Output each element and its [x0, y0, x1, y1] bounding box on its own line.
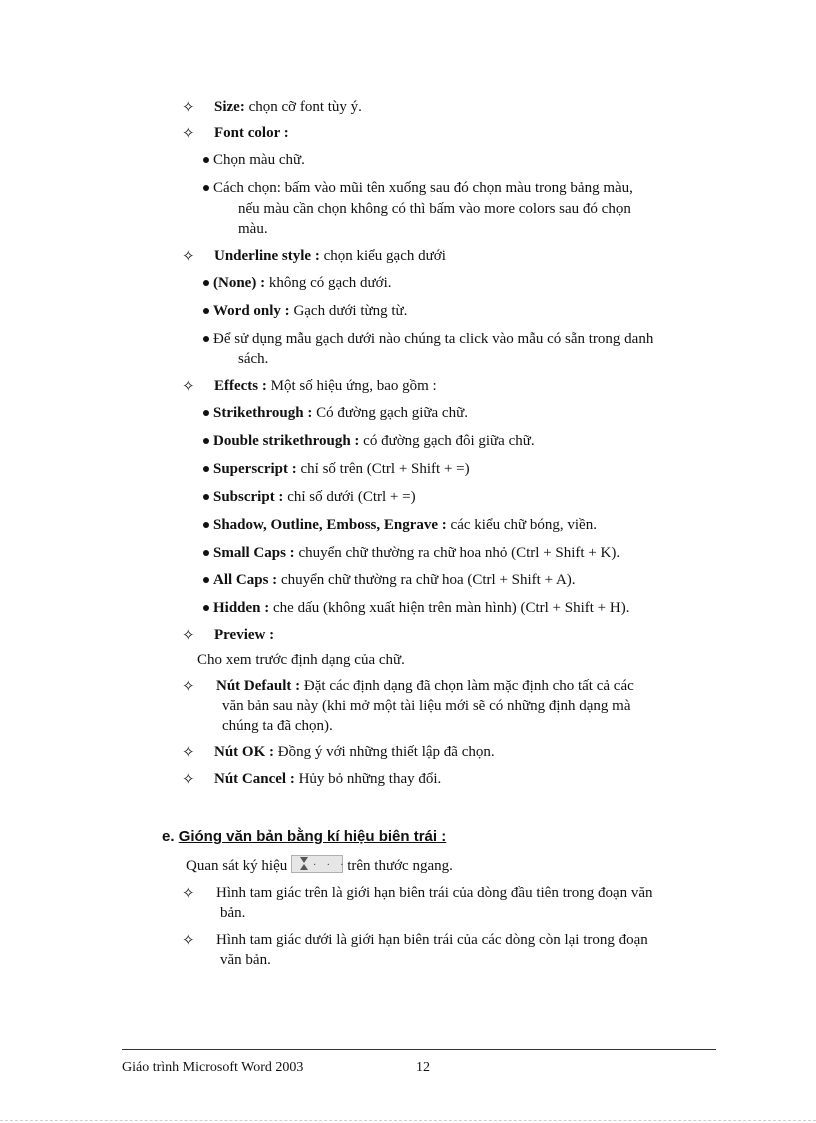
- item-continuation: bản.: [220, 905, 246, 921]
- list-item: [214, 769, 441, 789]
- item-label: Nút OK :: [214, 744, 274, 760]
- bullet-dot-icon: [203, 605, 209, 611]
- plain-paragraph: Cho xem trước định dạng của chữ.: [197, 652, 405, 668]
- bullet-dot-icon: [203, 308, 209, 314]
- item-text: Cách chọn: bấm vào mũi tên xuống sau đó chọn màu trong bảng màu,: [213, 180, 633, 196]
- diamond-bullet-icon: ✧: [182, 743, 195, 761]
- item-label: Preview :: [214, 627, 275, 643]
- list-item: [213, 273, 392, 293]
- item-text: Đồng ý với những thiết lập đã chọn.: [274, 744, 495, 760]
- bullet-dot-icon: [203, 157, 209, 163]
- list-item: [214, 97, 362, 117]
- page-bottom-divider: [0, 1120, 816, 1121]
- bullet-dot-icon: [203, 466, 209, 472]
- list-item: [213, 301, 407, 321]
- item-text: các kiểu chữ bóng, viền.: [446, 517, 597, 533]
- item-label: Subscript :: [213, 489, 284, 505]
- diamond-bullet-icon: ✧: [182, 884, 195, 902]
- item-continuation: chúng ta đã chọn).: [222, 718, 333, 734]
- diamond-bullet-icon: ✧: [182, 626, 195, 644]
- list-item: [213, 598, 629, 618]
- diamond-bullet-icon: ✧: [182, 98, 195, 116]
- list-item: [214, 625, 274, 645]
- item-label: Effects :: [214, 378, 267, 394]
- bullet-dot-icon: [203, 438, 209, 444]
- item-label: Double strikethrough :: [213, 433, 360, 449]
- item-text: Đặt các định dạng đã chọn làm mặc định cho tất cả các: [300, 678, 634, 694]
- item-continuation: sách.: [238, 351, 269, 367]
- item-label: Small Caps :: [213, 545, 295, 561]
- list-item: [214, 742, 495, 762]
- item-label: Nút Cancel :: [214, 771, 295, 787]
- item-text: Hủy bỏ những thay đổi.: [294, 771, 442, 787]
- bullet-dot-icon: [203, 522, 209, 528]
- list-item: [213, 459, 470, 479]
- diamond-bullet-icon: ✧: [182, 931, 195, 949]
- list-item: [213, 487, 416, 507]
- list-item: [213, 431, 535, 451]
- list-item: [213, 150, 305, 170]
- item-text: chuyển chữ thường ra chữ hoa (Ctrl + Shift + A).: [277, 572, 576, 588]
- bullet-dot-icon: [203, 494, 209, 500]
- list-item: [214, 376, 437, 396]
- item-label: Nút Default :: [216, 678, 301, 694]
- item-label: Underline style :: [214, 248, 320, 264]
- ruler-indent-icon: · · ·: [291, 855, 343, 873]
- list-item: [214, 246, 446, 266]
- item-label: Strikethrough :: [213, 405, 313, 421]
- item-label: Word only :: [213, 303, 290, 319]
- diamond-bullet-icon: ✧: [182, 377, 195, 395]
- item-label: Superscript :: [213, 461, 297, 477]
- item-text: chuyển chữ thường ra chữ hoa nhỏ (Ctrl + Shift + K).: [294, 545, 621, 561]
- item-continuation: văn bản.: [220, 952, 271, 968]
- item-label: Hidden :: [213, 600, 270, 616]
- bullet-dot-icon: [203, 336, 209, 342]
- item-label: Font color :: [214, 125, 289, 141]
- item-label: All Caps :: [213, 572, 278, 588]
- bullet-dot-icon: [203, 185, 209, 191]
- section-heading: [162, 827, 446, 847]
- page-number: 12: [416, 1060, 430, 1075]
- item-text: che dấu (không xuất hiện trên màn hình) (Ctrl + Shift + H).: [269, 600, 630, 616]
- list-item: Hình tam giác dưới là giới hạn biên trái của các dòng còn lại trong đoạn: [216, 932, 648, 948]
- diamond-bullet-icon: ✧: [182, 247, 195, 265]
- item-continuation: màu.: [238, 221, 268, 237]
- item-text: chọn cỡ font tùy ý.: [244, 99, 362, 115]
- list-item: [213, 329, 653, 349]
- item-text: Chọn màu chữ.: [213, 152, 305, 168]
- item-label: Size:: [214, 99, 245, 115]
- item-continuation: văn bản sau này (khi mở một tài liệu mới sẽ có những định dạng mà: [222, 698, 631, 714]
- diamond-bullet-icon: ✧: [182, 770, 195, 788]
- intro-after: trên thước ngang.: [347, 858, 453, 874]
- list-item: Hình tam giác trên là giới hạn biên trái của dòng đầu tiên trong đoạn văn: [216, 885, 653, 901]
- item-text: Để sử dụng mẫu gạch dưới nào chúng ta click vào mẫu có sẵn trong danh: [213, 331, 654, 347]
- bullet-dot-icon: [203, 550, 209, 556]
- item-label: Shadow, Outline, Emboss, Engrave :: [213, 517, 447, 533]
- item-label: (None) :: [213, 275, 266, 291]
- section-intro: [186, 855, 453, 876]
- diamond-bullet-icon: ✧: [182, 124, 195, 142]
- item-text: chỉ số trên (Ctrl + Shift + =): [296, 461, 470, 477]
- item-text: không có gạch dưới.: [265, 275, 392, 291]
- section-title: Gióng văn bản bằng kí hiệu biên trái :: [178, 828, 447, 845]
- bullet-dot-icon: [203, 280, 209, 286]
- item-text: có đường gạch đôi giữa chữ.: [359, 433, 535, 449]
- list-item: [213, 178, 633, 198]
- list-item: [213, 570, 576, 590]
- list-item: [213, 403, 468, 423]
- list-item: [213, 543, 620, 563]
- item-continuation: nếu màu cần chọn không có thì bấm vào more colors sau đó chọn: [238, 201, 631, 217]
- bullet-dot-icon: [203, 410, 209, 416]
- item-text: chọn kiểu gạch dưới: [319, 248, 446, 264]
- bullet-dot-icon: [203, 577, 209, 583]
- list-item: [216, 676, 634, 696]
- diamond-bullet-icon: ✧: [182, 677, 195, 695]
- list-item: [213, 515, 597, 535]
- item-text: Một số hiệu ứng, bao gồm :: [266, 378, 437, 394]
- item-text: Gạch dưới từng từ.: [289, 303, 408, 319]
- footer-title: Giáo trình Microsoft Word 2003: [122, 1060, 304, 1075]
- list-item: [214, 123, 289, 143]
- section-prefix: e.: [162, 828, 175, 845]
- intro-before: Quan sát ký hiệu: [186, 858, 288, 874]
- item-text: chỉ số dưới (Ctrl + =): [283, 489, 416, 505]
- footer-rule: [122, 1049, 716, 1050]
- item-text: Có đường gạch giữa chữ.: [312, 405, 468, 421]
